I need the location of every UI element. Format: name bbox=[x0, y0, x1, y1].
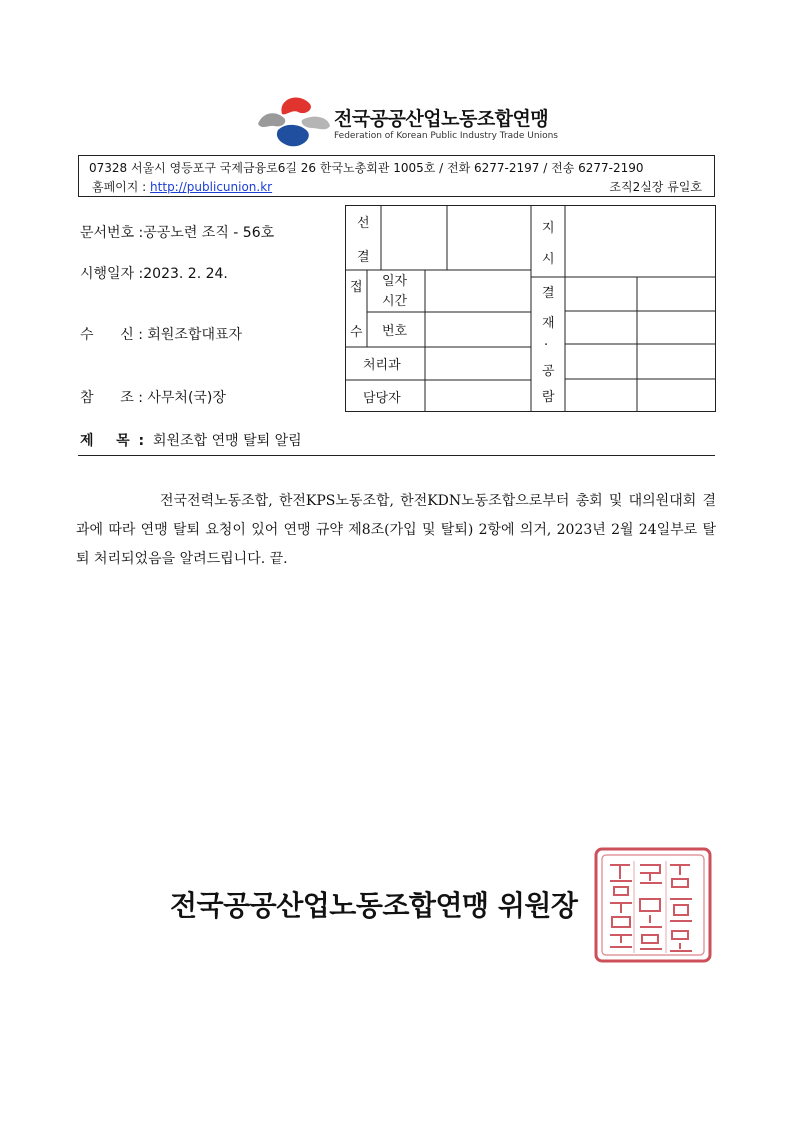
su-label: 수 bbox=[350, 325, 363, 340]
seon-label: 선 bbox=[357, 216, 370, 231]
org-name-korean: 전국공공산업노동조합연맹 bbox=[334, 108, 549, 130]
federation-logo bbox=[256, 94, 332, 150]
sigan-label: 시간 bbox=[382, 294, 408, 309]
gyeol-label: 결 bbox=[542, 286, 555, 301]
address-box bbox=[78, 155, 715, 197]
beonho-label: 번호 bbox=[382, 324, 408, 339]
docnum-label: 문서번호 : bbox=[80, 225, 144, 241]
dot-label: · bbox=[544, 338, 549, 353]
date-value: 2023. 2. 24. bbox=[143, 266, 228, 282]
ji-label: 지 bbox=[542, 221, 555, 236]
recipient-value: 회원조합대표자 bbox=[147, 327, 243, 343]
ram-label: 람 bbox=[542, 390, 555, 405]
meta-docnum bbox=[80, 222, 274, 242]
logo-gray-right-shape bbox=[302, 117, 330, 130]
homepage-line bbox=[92, 178, 272, 195]
logo-red-shape bbox=[281, 98, 311, 115]
gong-label: 공 bbox=[542, 364, 555, 379]
docnum-value: 공공노련 조직 - 56호 bbox=[143, 225, 275, 241]
subject-line bbox=[80, 430, 302, 450]
reference-value: 사무처(국)장 bbox=[147, 390, 226, 406]
subject-label: 제 목 : bbox=[80, 433, 154, 449]
meta-recipient bbox=[80, 324, 242, 344]
damdangja-label: 담당자 bbox=[363, 391, 401, 406]
homepage-label: 홈페이지 : bbox=[92, 180, 151, 194]
meta-reference bbox=[80, 387, 226, 407]
official-seal-stamp bbox=[594, 847, 712, 963]
ilja-label: 일자 bbox=[382, 274, 408, 289]
signature-title: 전국공공산업노동조합연맹 위원장 bbox=[170, 889, 578, 922]
logo-gray-left-shape bbox=[258, 113, 285, 127]
subject-value: 회원조합 연맹 탈퇴 알림 bbox=[153, 433, 302, 449]
org-name-english: Federation of Korean Public Industry Trade Unions bbox=[334, 131, 558, 141]
jeop-label: 접 bbox=[350, 280, 363, 295]
homepage-link[interactable]: http://publicunion.kr bbox=[150, 180, 273, 194]
recipient-label: 수 신 : bbox=[80, 327, 148, 343]
address-line: 07328 서울시 영등포구 국제금융로6길 26 한국노총회관 1005호 / 전화 6277-2197 / 전송 6277-2190 bbox=[89, 161, 644, 175]
cheorigwa-label: 처리과 bbox=[363, 358, 401, 373]
date-label: 시행일자 : bbox=[80, 266, 144, 282]
approval-table bbox=[345, 205, 717, 415]
subject-divider bbox=[78, 455, 715, 456]
logo-blue-shape bbox=[277, 125, 309, 146]
gyeol-label-top: 결 bbox=[357, 250, 370, 265]
body-paragraph: 전국전력노동조합, 한전KPS노동조합, 한전KDN노동조합으로부터 총회 및 대의원대회 결과에 따라 연맹 탈퇴 요청이 있어 연맹 규약 제8조(가입 및 탈퇴) 2항에 의거, 2023년 2월 24일부로 탈퇴 처리되었음을 알려드립니다. 끝. bbox=[76, 493, 716, 567]
si-label: 시 bbox=[542, 252, 555, 267]
meta-date bbox=[80, 263, 228, 283]
reference-label: 참 조 : bbox=[80, 390, 148, 406]
sender-name: 조직2실장 류일호 bbox=[609, 180, 702, 194]
jae-label: 재 bbox=[542, 316, 555, 331]
